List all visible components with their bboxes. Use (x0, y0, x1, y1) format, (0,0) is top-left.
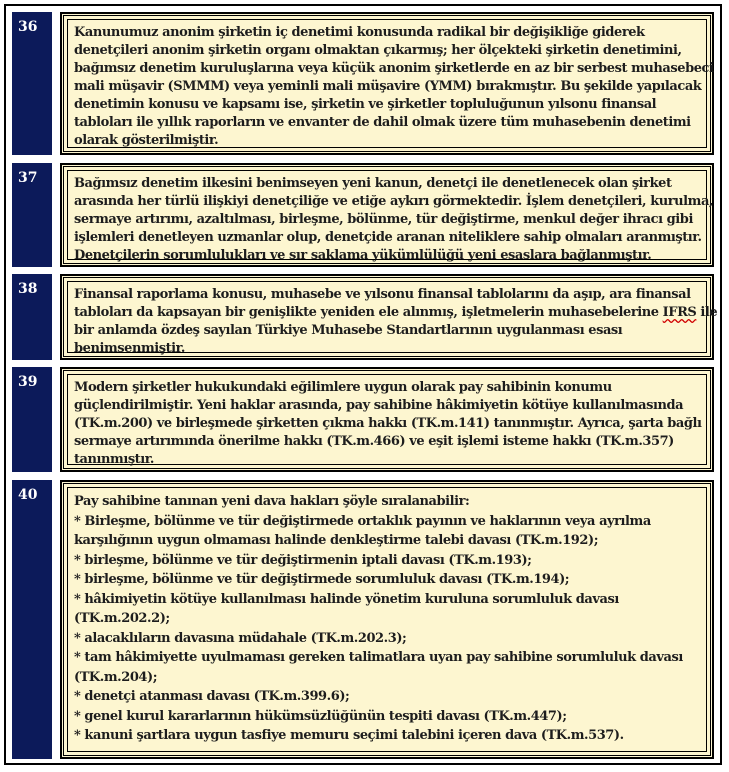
text-line: Bağımsız denetim ilkesini benimseyen yeni kanun, denetçi ile denetlenecek olan şirket (74, 176, 672, 191)
text-line: benimsenmiştir. (74, 341, 185, 356)
row-text (67, 374, 707, 465)
list-item: * hâkimiyetin kötüye kullanılması halinde yönetim kuruluna sorumluluk davası (74, 591, 619, 607)
list-item: * Birleşme, bölünme ve tür değiştirmede ortaklık payının ve haklarının veya ayrılma (74, 513, 651, 529)
row-text (67, 487, 707, 752)
text-line: olarak gösterilmiştir. (74, 133, 219, 148)
list-item: * birleşme, bölünme ve tür değiştirmede sorumluluk davası (TK.m.194); (74, 572, 570, 587)
text-line: işlemleri denetleyen uzmanlar olup, denetçide aranan niteliklere sahip olmaları aranmıştır. (74, 230, 702, 245)
text-line: (TK.m.202.2); (74, 611, 170, 626)
text-line (74, 304, 718, 322)
text-line: sermaye artırımında önerilme hakkı (TK.m.466) ve eşit işlemi isteme hakkı (TK.m.357) (74, 434, 674, 449)
text-line: güçlendirilmiştir. Yeni haklar arasında, pay sahibine hâkimiyetin kötüye kullanılmasında (74, 398, 684, 413)
row-number: 38 (12, 274, 52, 360)
row-content (60, 480, 714, 759)
text-line: Denetçilerin sorumlulukları ve sır saklama yükümlülüğü yeni esaslara bağlanmıştır. (74, 248, 652, 263)
text-line: (TK.m.200) ve birleşmede şirketten çıkma hakkı (TK.m.141) tanınmıştır. Ayrıca, şarta bağlı (74, 416, 702, 431)
text-segment: tabloları da kapsayan bir genişlikte yeniden ele alınmış, işletmelerin muhasebelerine (74, 305, 663, 320)
text-line: mali müşavir (SMMM) veya yeminli mali müşavire (YMM) bırakmıştır. Bu şekilde yapılacak (74, 79, 702, 94)
row-text (67, 170, 713, 263)
text-line: karşılığının uygun olmaması halinde denkleştirme talebi davası (TK.m.192); (74, 533, 599, 548)
text-line: bir anlamda özdeş sayılan Türkiye Muhasebe Standartlarının uygulanması esası (74, 323, 623, 338)
text-segment: ile (696, 305, 718, 320)
list-item: * birleşme, bölünme ve tür değiştirmenin iptali davası (TK.m.193); (74, 552, 532, 568)
row-content (60, 12, 714, 155)
list-item: * denetçi atanması davası (TK.m.399.6); (74, 689, 350, 704)
row-number: 39 (12, 367, 52, 472)
row-38 (12, 274, 718, 360)
row-39 (12, 367, 714, 472)
text-line: denetçileri anonim şirketin organı olmaktan çıkarmış; her ölçekteki şirketin denetimini, (74, 43, 682, 58)
row-number: 36 (12, 12, 52, 155)
text-line: (TK.m.204); (74, 669, 158, 685)
text-line: tabloları ile yıllık raporların ve envanter de dahil olmak üzere tüm muhasebenin denetimi (74, 115, 691, 130)
ifrs-term: IFRS (662, 305, 697, 320)
row-number: 37 (12, 163, 52, 267)
text-line: Finansal raporlama konusu, muhasebe ve yılsonu finansal tablolarını da aşıp, ara finansal (74, 287, 691, 302)
list-item: * alacaklıların davasına müdahale (TK.m.202.3); (74, 630, 407, 646)
text-line: denetimin konusu ve kapsamı ise, şirketin ve şirketler topluluğunun yılsonu finansal (74, 97, 657, 112)
list-item: * tam hâkimiyette uyulmaması gereken talimatlara uyan pay sahibine sorumluluk davası (74, 650, 683, 665)
row-number: 40 (12, 480, 52, 759)
text-line: Modern şirketler hukukundaki eğilimlere uygun olarak pay sahibinin konumu (74, 380, 612, 395)
text-line: sermaye artırımı, azaltılması, birleşme, bölünme, tür değiştirme, menkul değer ihracı gibi (74, 212, 693, 227)
document-table (4, 4, 722, 765)
row-37 (12, 163, 714, 267)
row-36 (12, 12, 714, 155)
row-40 (12, 480, 714, 759)
row-text (67, 19, 714, 148)
text-line: Kanunumuz anonim şirketin iç denetimi konusunda radikal bir değişikliğe giderek (74, 25, 645, 40)
row-content (60, 274, 718, 360)
row-text (67, 281, 718, 356)
text-line: tanınmıştır. (74, 452, 155, 467)
row-content (60, 163, 714, 267)
list-item: * kanuni şartlara uygun tasfiye memuru seçimi talebini içeren dava (TK.m.537). (74, 728, 624, 743)
row-content (60, 367, 714, 472)
text-line: bağımsız denetim kuruluşlarına veya küçük anonim şirketlerde en az bir serbest muhasebeci (74, 61, 714, 76)
list-item: * genel kurul kararlarının hükümsüzlüğünün tespiti davası (TK.m.447); (74, 708, 567, 724)
text-line: Pay sahibine tanınan yeni dava hakları şöyle sıralanabilir: (74, 494, 470, 509)
text-line: arasında her türlü ilişkiyi denetçiliğe ve etiğe aykırı görmektedir. İşlem denetçileri, kurulma, (74, 194, 713, 209)
